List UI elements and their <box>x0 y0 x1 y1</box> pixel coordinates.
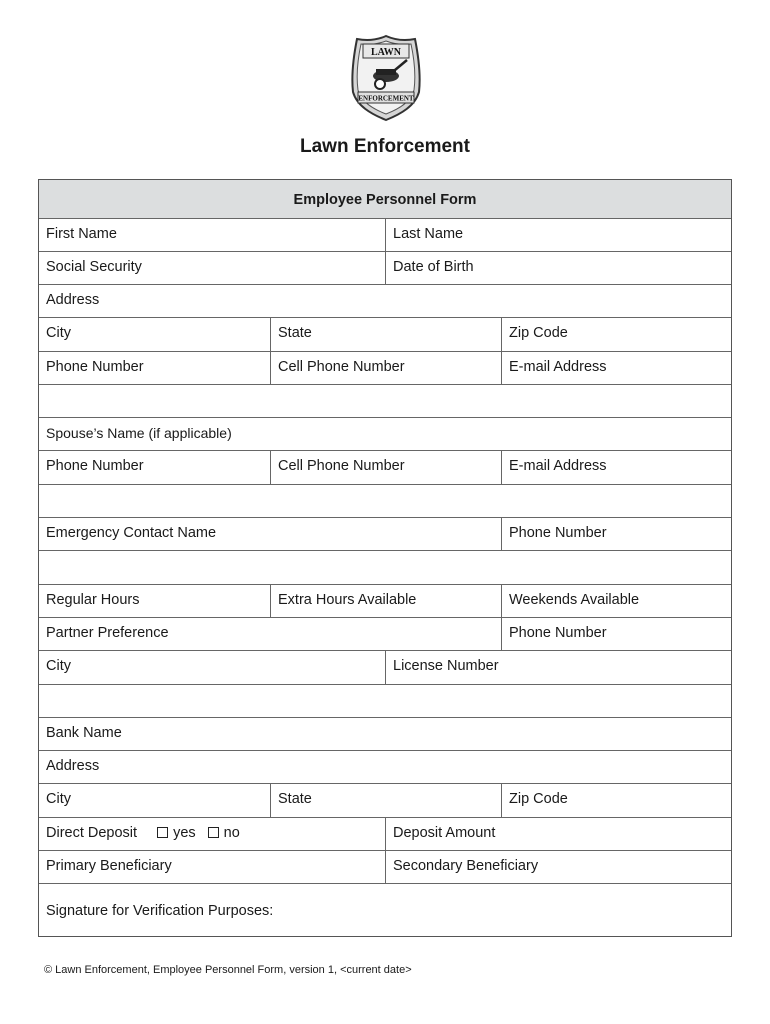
address-row <box>39 285 731 318</box>
first-name-field[interactable]: First Name <box>46 226 117 242</box>
partner-phone-number-field[interactable]: Phone Number <box>501 618 731 650</box>
beneficiary-row <box>39 851 731 884</box>
spouse-name-field[interactable]: Spouse’s Name (if applicable) <box>46 425 232 441</box>
license-number-field[interactable]: License Number <box>385 651 731 684</box>
yes-label: yes <box>173 825 196 841</box>
spouse-row <box>39 418 731 451</box>
emergency-contact-row <box>39 518 731 551</box>
email-address-field[interactable]: E-mail Address <box>501 352 731 384</box>
partner-row <box>39 618 731 651</box>
state-field[interactable]: State <box>270 318 501 351</box>
bank-city-field[interactable]: City <box>46 791 71 807</box>
employee-personnel-form <box>38 179 732 937</box>
deposit-row <box>39 818 731 851</box>
form-title: Employee Personnel Form <box>293 192 477 208</box>
date-of-birth-field[interactable]: Date of Birth <box>385 252 731 284</box>
spouse-cell-phone-number-field[interactable]: Cell Phone Number <box>270 451 501 484</box>
bank-zip-code-field[interactable]: Zip Code <box>501 784 731 817</box>
direct-deposit-field <box>39 818 385 850</box>
yes-checkbox[interactable] <box>157 827 168 838</box>
spouse-email-address-field[interactable]: E-mail Address <box>501 451 731 484</box>
address-field[interactable]: Address <box>46 292 100 308</box>
spacer-row <box>39 485 731 518</box>
bank-state-field[interactable]: State <box>270 784 501 817</box>
social-security-field[interactable]: Social Security <box>46 259 142 275</box>
direct-deposit-yes-option[interactable] <box>157 825 196 841</box>
signature-field[interactable]: Signature for Verification Purposes: <box>46 903 274 919</box>
direct-deposit-no-option[interactable] <box>208 825 240 841</box>
phone-number-field[interactable]: Phone Number <box>46 359 144 375</box>
zip-code-field[interactable]: Zip Code <box>501 318 731 351</box>
direct-deposit-label: Direct Deposit <box>46 825 138 841</box>
cell-phone-number-field[interactable]: Cell Phone Number <box>270 352 501 384</box>
deposit-amount-field[interactable]: Deposit Amount <box>385 818 731 850</box>
extra-hours-available-field[interactable]: Extra Hours Available <box>270 585 501 617</box>
bank-city-state-zip-row <box>39 784 731 818</box>
secondary-beneficiary-field[interactable]: Secondary Beneficiary <box>385 851 731 883</box>
city-field[interactable]: City <box>46 325 71 341</box>
no-checkbox[interactable] <box>208 827 219 838</box>
emergency-phone-number-field[interactable]: Phone Number <box>501 518 731 550</box>
no-label: no <box>223 825 240 841</box>
form-title-row <box>39 180 731 219</box>
license-row <box>39 651 731 685</box>
logo-bottom-text: ENFORCEMENT <box>358 94 414 103</box>
spacer-row <box>39 551 731 585</box>
weekends-available-field[interactable]: Weekends Available <box>501 585 731 617</box>
spacer-row <box>39 385 731 418</box>
bank-name-row <box>39 718 731 751</box>
lawn-enforcement-logo <box>347 34 425 122</box>
regular-hours-field[interactable]: Regular Hours <box>46 592 140 608</box>
bank-name-field[interactable]: Bank Name <box>46 725 122 741</box>
logo-top-text: LAWN <box>370 47 402 58</box>
name-row <box>39 219 731 252</box>
bank-address-row <box>39 751 731 784</box>
license-city-field[interactable]: City <box>46 658 71 674</box>
city-state-zip-row <box>39 318 731 352</box>
emergency-contact-name-field[interactable]: Emergency Contact Name <box>46 525 217 541</box>
company-title: Lawn Enforcement <box>300 136 470 157</box>
partner-preference-field[interactable]: Partner Preference <box>46 625 169 641</box>
signature-row <box>39 884 731 936</box>
contact-row <box>39 352 731 385</box>
ssn-dob-row <box>39 252 731 285</box>
primary-beneficiary-field[interactable]: Primary Beneficiary <box>46 858 172 874</box>
spacer-row <box>39 685 731 718</box>
spouse-contact-row <box>39 451 731 485</box>
bank-address-field[interactable]: Address <box>46 758 100 774</box>
availability-row <box>39 585 731 618</box>
spouse-phone-number-field[interactable]: Phone Number <box>46 458 144 474</box>
footer-copyright: © Lawn Enforcement, Employee Personnel Form, version 1, <current date> <box>44 964 412 976</box>
last-name-field[interactable]: Last Name <box>385 219 731 251</box>
